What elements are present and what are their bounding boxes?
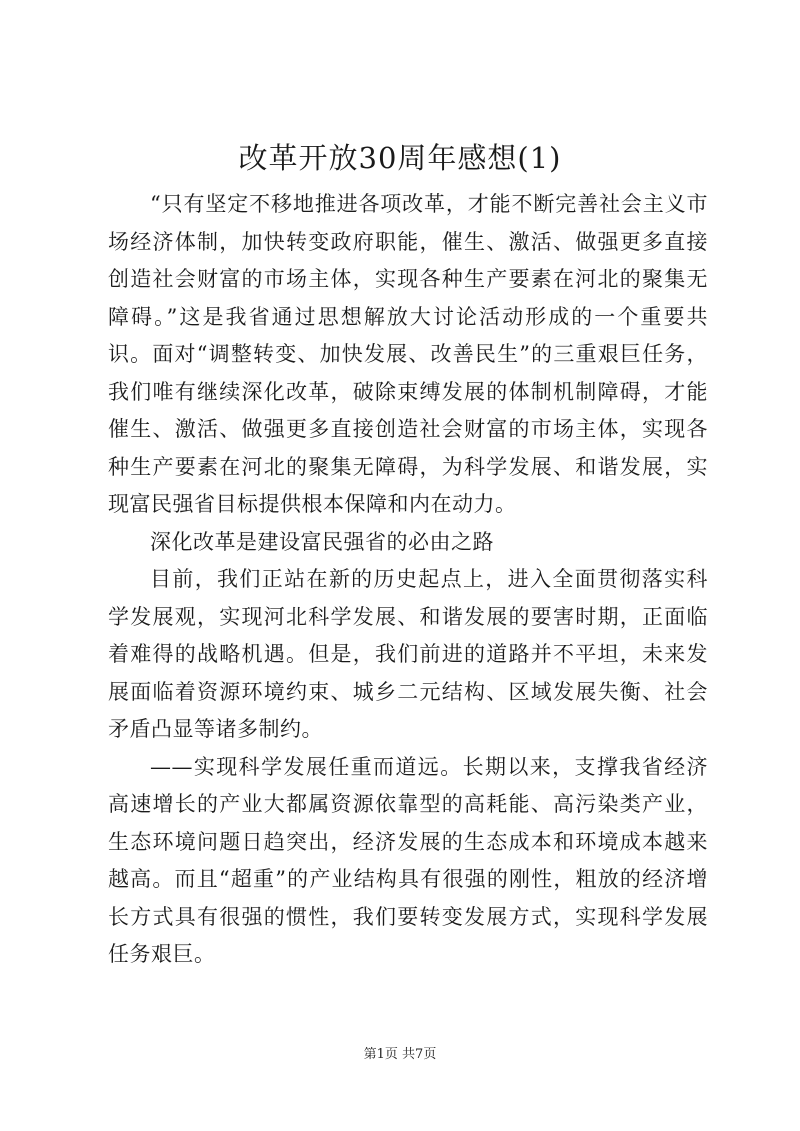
page-footer: 第1页 共7页 <box>363 1047 437 1062</box>
document-title: 改革开放30周年感想(1) <box>238 141 562 175</box>
paragraph-current-situation: 目前，我们正站在新的历史起点上，进入全面贯彻落实科学发展观，实现河北科学发展、和谐发展的要害时期，正面临着难得的战略机遇。但是，我们前进的道路并不平坦，未来发展面临着资源环境约束、城乡二元结构、区域发展失衡、社会矛盾凸显等诸多制约。 <box>108 567 708 741</box>
document-body <box>108 186 708 974</box>
paragraph-intro: “只有坚定不移地推进各项改革，才能不断完善社会主义市场经济体制，加快转变政府职能，催生、激活、做强更多直接创造社会财富的市场主体，实现各种生产要素在河北的聚集无障碍。”这是我省通过思想解放大讨论活动形成的一个重要共识。面对“调整转变、加快发展、改善民生”的三重艰巨任务，我们唯有继续深化改革，破除束缚发展的体制机制障碍，才能催生、激活、做强更多直接创造社会财富的市场主体，实现各种生产要素在河北的聚集无障碍，为科学发展、和谐发展，实现富民强省目标提供根本保障和内在动力。 <box>108 192 708 516</box>
paragraph-scientific-development: ——实现科学发展任重而道远。长期以来，支撑我省经济高速增长的产业大都属资源依靠型的高耗能、高污染类产业，生态环境问题日趋突出，经济发展的生态成本和环境成本越来越高。而且“超重”的产业结构具有很强的刚性，粗放的经济增长方式具有很强的惯性，我们要转变发展方式，实现科学发展任务艰巨。 <box>108 754 708 966</box>
section-heading: 深化改革是建设富民强省的必由之路 <box>150 529 494 554</box>
